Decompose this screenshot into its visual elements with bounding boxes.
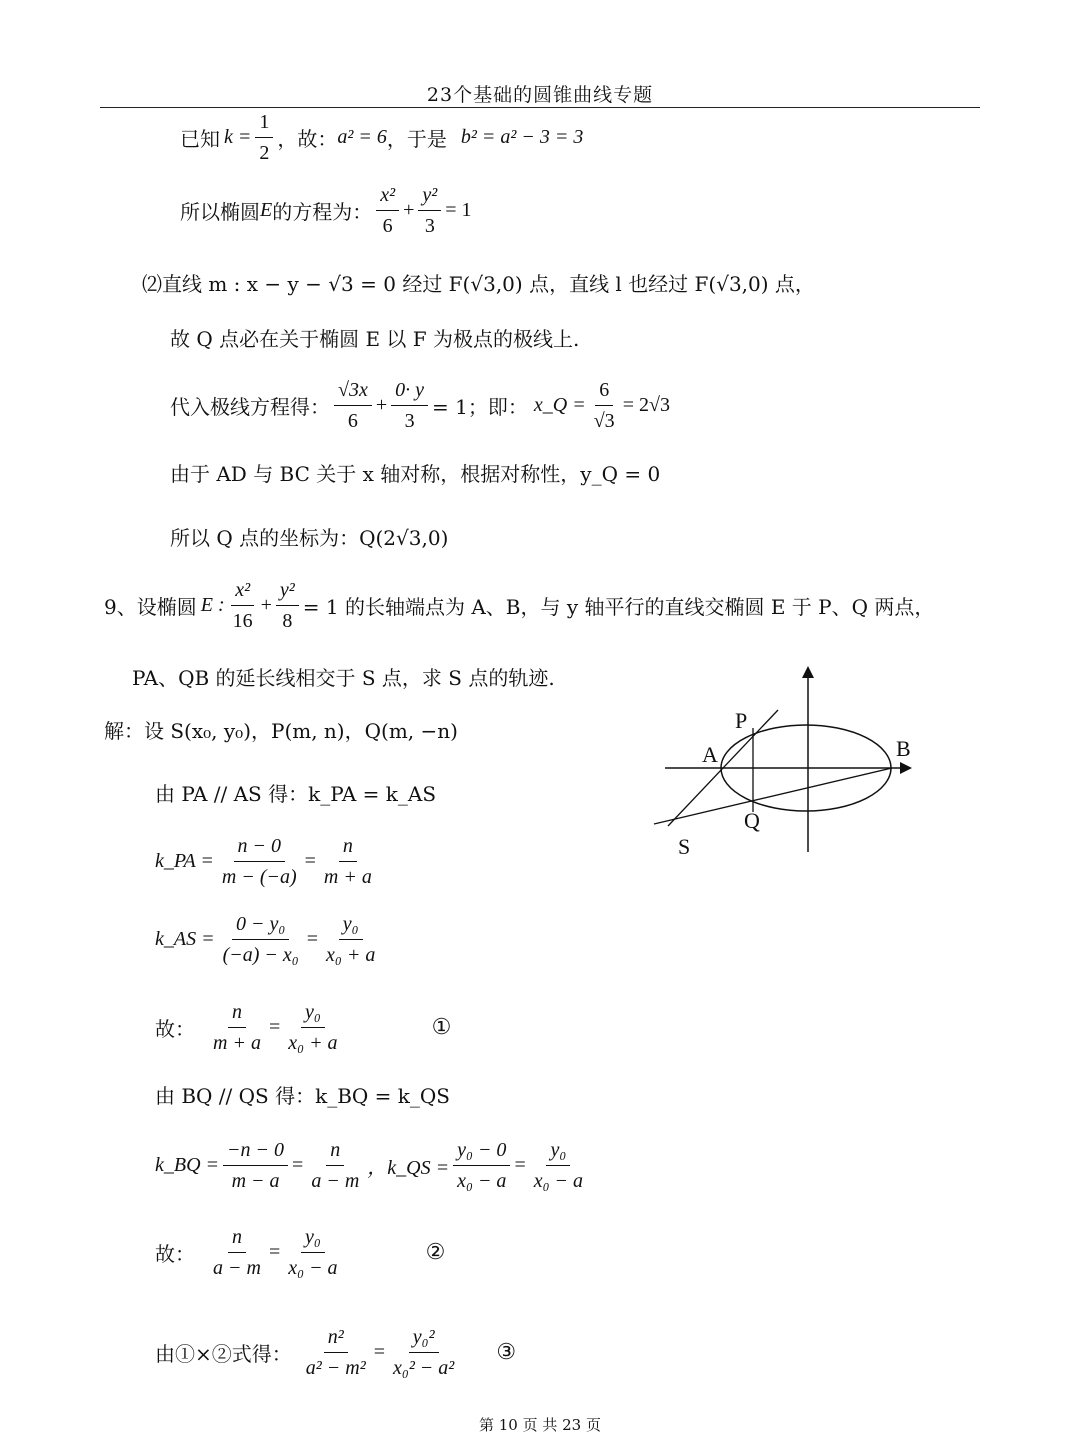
numerator: n (228, 1000, 246, 1028)
fraction (334, 378, 372, 433)
denominator: m + a (323, 866, 372, 888)
text: = 1 的长轴端点为 A、B，与 y 轴平行的直线交椭圆 E 于 P、Q 两点， (302, 595, 935, 619)
text: 代入极线方程得： (170, 395, 330, 419)
math: E (260, 199, 273, 221)
denominator: √3 (593, 410, 615, 432)
fraction (376, 183, 399, 238)
math: k_BQ = (155, 1154, 220, 1176)
math: a² = 6 (337, 126, 387, 148)
numerator: x² (231, 578, 254, 606)
fraction (218, 834, 301, 889)
math: k_AS = (155, 928, 215, 950)
fraction (590, 378, 619, 433)
numerator: n (326, 1138, 344, 1166)
line-symmetry: 由于 AD 与 BC 关于 x 轴对称，根据对称性，y_Q = 0 (170, 462, 661, 486)
equation-mark: ② (425, 1240, 446, 1265)
fraction (418, 183, 441, 238)
text: 9、设椭圆 (104, 595, 197, 619)
x-axis-arrow-icon (900, 762, 912, 774)
fraction (229, 578, 257, 633)
denominator: 3 (404, 410, 415, 432)
denominator: x₀ + a (326, 944, 376, 966)
numerator: n² (324, 1325, 348, 1353)
text: 所以椭圆 (180, 200, 260, 224)
numerator: n (339, 834, 357, 862)
line-given-k (180, 110, 583, 165)
text: 由①×②式得： (155, 1342, 292, 1366)
question-9-line1 (104, 578, 934, 633)
math: = 2√3 (622, 394, 670, 416)
fraction (453, 1138, 510, 1193)
ellipse-figure (640, 660, 930, 860)
numerator: y₀ − 0 (453, 1138, 510, 1166)
denominator: 3 (424, 215, 435, 237)
numerator: 0 − y₀ (232, 912, 289, 940)
numerator: y₀² (409, 1325, 439, 1353)
numerator: x² (376, 183, 399, 211)
numerator: n − 0 (234, 834, 286, 862)
numerator: y₀ (301, 1000, 325, 1028)
text: 故： (155, 1242, 195, 1266)
numerator: −n − 0 (223, 1138, 288, 1166)
line-polar-statement: 故 Q 点必在关于椭圆 E 以 F 为极点的极线上. (170, 327, 580, 351)
fraction (276, 578, 299, 633)
solution-k-as (155, 912, 383, 967)
math: = (373, 1341, 385, 1363)
denominator: (−a) − x₀ (222, 944, 299, 966)
denominator: x₀ + a (288, 1032, 338, 1054)
label-b: B (896, 736, 911, 761)
numerator: y² (418, 183, 441, 211)
denominator: 8 (282, 610, 293, 632)
fraction (320, 834, 376, 889)
denominator: x₀ − a (533, 1170, 584, 1192)
solution-equation-2 (155, 1225, 445, 1280)
math: = (514, 1154, 526, 1176)
fraction (530, 1138, 587, 1193)
denominator: 2 (259, 142, 270, 164)
fraction (223, 1138, 288, 1193)
denominator: m − a (231, 1170, 280, 1192)
solution-slope-pa-as: 由 PA // AS 得：k_PA = k_AS (155, 782, 437, 806)
math: E : (200, 594, 225, 616)
text: ，于是 (386, 127, 447, 151)
line-ellipse-equation (180, 183, 472, 238)
fraction (209, 1000, 265, 1055)
fraction-half (255, 110, 273, 165)
line-sqb (654, 768, 892, 824)
y-axis-arrow-icon (802, 666, 814, 678)
math: + (403, 199, 415, 221)
line-polar-equation (170, 378, 670, 433)
solution-k-pa (155, 834, 380, 889)
page-footer: 第 10 页 共 23 页 (478, 1416, 601, 1434)
equation-mark: ③ (496, 1340, 517, 1365)
numerator: y₀ (339, 912, 363, 940)
page-header-title: 23个基础的圆锥曲线专题 (426, 84, 654, 106)
solution-equation-1 (155, 1000, 451, 1055)
fraction (284, 1225, 341, 1280)
solution-k-bq-qs (155, 1138, 591, 1193)
math: = (304, 850, 316, 872)
denominator: m − (−a) (221, 866, 297, 888)
numerator: √3x (334, 378, 372, 406)
math: ，k_QS = (367, 1157, 450, 1179)
math: = (306, 928, 319, 950)
text: ，故： (277, 127, 338, 151)
denominator: x₀ − a (457, 1170, 507, 1192)
math: k_PA = (155, 850, 214, 872)
math: = (268, 1016, 281, 1038)
text: 已知 (180, 127, 220, 151)
denominator: 6 (347, 410, 358, 432)
math: k = (224, 126, 252, 148)
numerator: 1 (255, 110, 273, 138)
text: = 1；即： (432, 395, 528, 419)
fraction (322, 912, 379, 967)
numerator: y₀ (546, 1138, 570, 1166)
label-s: S (678, 834, 691, 859)
denominator: m + a (213, 1032, 261, 1054)
math: + (260, 594, 272, 616)
numerator: y₀ (301, 1225, 325, 1253)
label-a: A (702, 742, 718, 767)
denominator: a − m (213, 1257, 261, 1279)
denominator: x₀ − a (288, 1257, 338, 1279)
math: + (375, 394, 388, 416)
denominator: a − m (311, 1170, 360, 1192)
denominator: x₀² − a² (392, 1357, 455, 1379)
line-q-coordinates: 所以 Q 点的坐标为：Q(2√3,0) (170, 526, 449, 550)
numerator: 0· y (391, 378, 428, 406)
fraction (302, 1325, 370, 1380)
text: 的方程为： (272, 200, 373, 224)
math: = 1 (445, 199, 472, 221)
line-part2-intro: ⑵直线 m : x − y − √3 = 0 经过 F(√3,0) 点，直线 l 也经过 F(√3,0) 点， (142, 272, 815, 296)
text: 故： (155, 1017, 195, 1041)
denominator: 6 (382, 215, 393, 237)
fraction (391, 378, 428, 433)
solution-slope-bq-qs: 由 BQ // QS 得：k_BQ = k_QS (155, 1084, 450, 1108)
question-9-line2: PA、QB 的延长线相交于 S 点，求 S 点的轨迹. (132, 666, 555, 690)
math: = (268, 1241, 281, 1263)
math: = (292, 1154, 304, 1176)
solution-setup: 解：设 S(x₀, y₀)，P(m, n)，Q(m, −n) (104, 719, 458, 743)
fraction (284, 1000, 341, 1055)
numerator: 6 (595, 378, 613, 406)
solution-equation-3 (155, 1325, 516, 1380)
denominator: 16 (232, 610, 253, 632)
math: b² = a² − 3 = 3 (460, 126, 584, 148)
label-p: P (735, 708, 748, 733)
math: x_Q = (533, 394, 586, 416)
fraction (389, 1325, 458, 1380)
numerator: n (228, 1225, 246, 1253)
fraction (209, 1225, 265, 1280)
fraction (219, 912, 303, 967)
denominator: a² − m² (305, 1357, 366, 1379)
label-q: Q (744, 808, 760, 833)
fraction (307, 1138, 363, 1193)
header-rule (100, 107, 980, 108)
numerator: y² (276, 578, 299, 606)
equation-mark: ① (431, 1015, 452, 1040)
